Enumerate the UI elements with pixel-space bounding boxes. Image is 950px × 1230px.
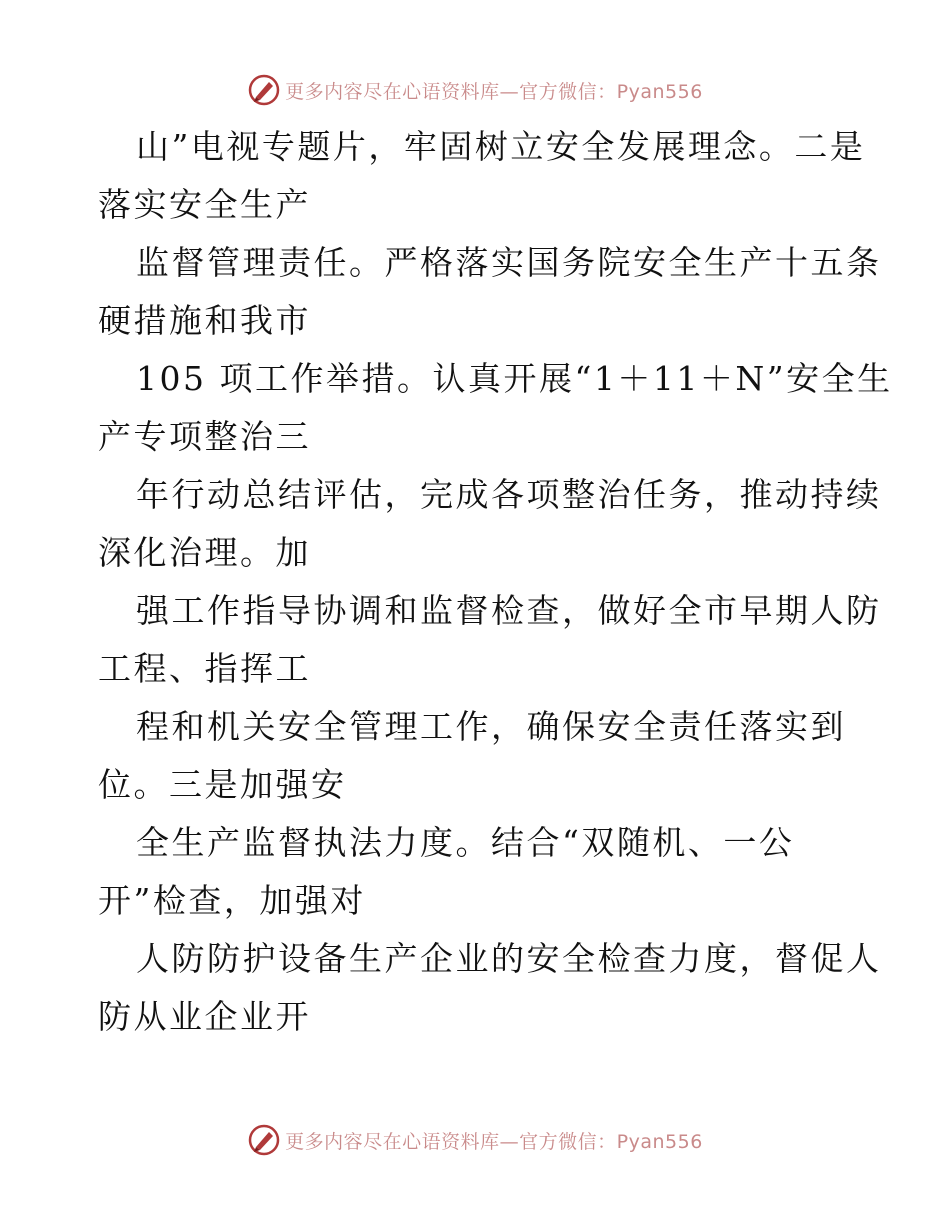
footer-watermark (0, 1120, 950, 1160)
text-line: 全生产监督执法力度。结合“双随机、一公 (136, 823, 795, 862)
pen-logo-icon (247, 1123, 281, 1157)
document-body (98, 118, 893, 1046)
text-line: 山”电视专题片，牢固树立安全发展理念。二是 (136, 127, 866, 166)
text-line: 深化治理。加 (98, 533, 311, 572)
text-line: 落实安全生产 (98, 185, 311, 224)
text-line: 硬措施和我市 (98, 301, 311, 340)
watermark-text: 更多内容尽在心语资料库—官方微信：Pyan556 (285, 1130, 703, 1153)
text-line: 强工作指导协调和监督检查，做好全市早期人防 (136, 591, 882, 630)
text-line: 人防防护设备生产企业的安全检查力度，督促人 (136, 939, 882, 978)
text-line: 105 项工作举措。认真开展“1＋11＋N”安全生 (136, 359, 893, 398)
watermark-text: 更多内容尽在心语资料库—官方微信：Pyan556 (285, 80, 703, 103)
text-line: 工程、指挥工 (98, 649, 311, 688)
text-line: 防从业企业开 (98, 997, 311, 1036)
text-line: 产专项整治三 (98, 417, 311, 456)
header-watermark (0, 70, 950, 110)
pen-logo-icon (247, 73, 281, 107)
text-line: 年行动总结评估，完成各项整治任务，推动持续 (136, 475, 882, 514)
text-line: 位。三是加强安 (98, 765, 347, 804)
text-line: 监督管理责任。严格落实国务院安全生产十五条 (136, 243, 882, 282)
text-line: 程和机关安全管理工作，确保安全责任落实到 (136, 707, 846, 746)
text-line: 开”检查，加强对 (98, 881, 366, 920)
